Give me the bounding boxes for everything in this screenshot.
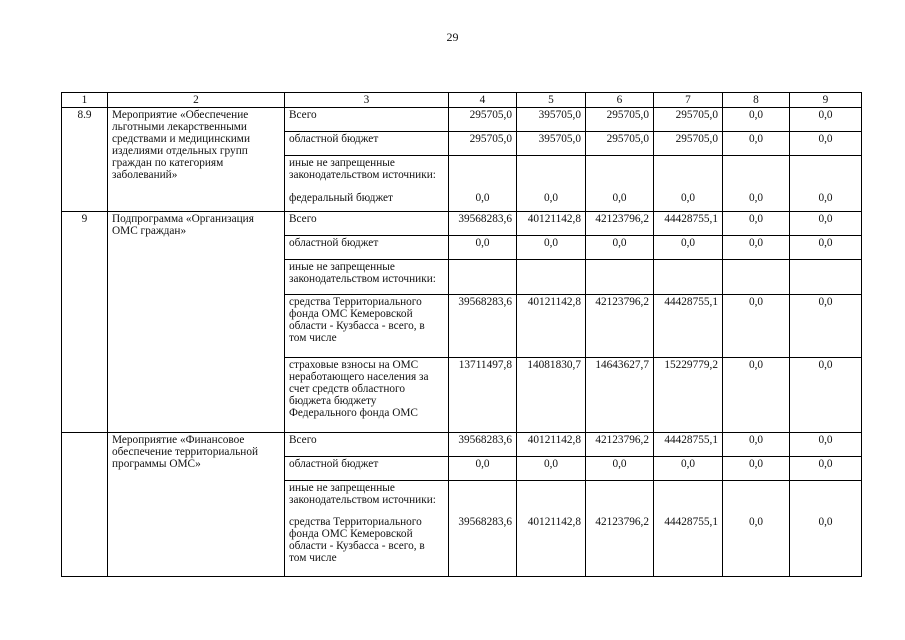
value-cell: 0,0 — [790, 295, 862, 358]
value-cell: 0,0 — [586, 191, 654, 212]
header-cell: 7 — [654, 93, 723, 108]
value-cell: 295705,0 — [449, 132, 517, 156]
value-cell: 295705,0 — [586, 132, 654, 156]
value-cell: 0,0 — [723, 515, 790, 577]
header-cell: 3 — [285, 93, 449, 108]
value-cell: 0,0 — [517, 236, 586, 260]
value-cell: 40121142,8 — [517, 295, 586, 358]
header-cell: 6 — [586, 93, 654, 108]
value-cell: 0,0 — [723, 433, 790, 457]
subprogram-name: Подпрограмма «Организация ОМС граждан» — [108, 212, 285, 433]
value-cell: 0,0 — [449, 236, 517, 260]
header-cell: 8 — [723, 93, 790, 108]
table-row — [62, 108, 862, 132]
value-cell: 0,0 — [586, 457, 654, 481]
value-cell: 44428755,1 — [654, 515, 723, 577]
value-cell: 39568283,6 — [449, 295, 517, 358]
value-cell: 39568283,6 — [449, 515, 517, 577]
funding-source: средства Территориального фонда ОМС Кемеровской области - Кузбасса - всего, в том числе — [285, 295, 449, 358]
value-cell: 0,0 — [790, 108, 862, 132]
value-cell: 0,0 — [654, 236, 723, 260]
value-cell: 295705,0 — [586, 108, 654, 132]
funding-source: иные не запрещенные законодательством источники: — [285, 156, 449, 191]
header-cell: 5 — [517, 93, 586, 108]
value-cell: 295705,0 — [654, 132, 723, 156]
value-cell: 0,0 — [449, 191, 517, 212]
funding-source: иные не запрещенные законодательством источники: — [285, 481, 449, 515]
value-cell: 0,0 — [654, 191, 723, 212]
funding-source: страховые взносы на ОМС неработающего населения за счет средств областного бюджета бюджету Федерального фонда ОМС — [285, 358, 449, 433]
value-cell: 15229779,2 — [654, 358, 723, 433]
header-cell: 4 — [449, 93, 517, 108]
value-cell: 42123796,2 — [586, 295, 654, 358]
funding-source: Всего — [285, 433, 449, 457]
value-cell: 42123796,2 — [586, 212, 654, 236]
funding-source: средства Территориального фонда ОМС Кемеровской области - Кузбасса - всего, в том числе — [285, 515, 449, 577]
measure-name: Мероприятие «Обеспечение льготными лекарственными средствами и медицинскими изделиями отдельных групп граждан по категориям заболеваний» — [108, 108, 285, 212]
value-cell: 39568283,6 — [449, 212, 517, 236]
row-number: 9 — [62, 212, 108, 433]
value-cell: 42123796,2 — [586, 515, 654, 577]
value-cell: 0,0 — [790, 191, 862, 212]
table-row — [62, 433, 862, 457]
page-number: 29 — [446, 30, 459, 44]
value-cell: 0,0 — [517, 457, 586, 481]
value-cell: 39568283,6 — [449, 433, 517, 457]
header-cell: 1 — [62, 93, 108, 108]
value-cell: 0,0 — [723, 132, 790, 156]
value-cell: 40121142,8 — [517, 212, 586, 236]
header-cell: 2 — [108, 93, 285, 108]
value-cell: 0,0 — [790, 212, 862, 236]
header-row — [62, 93, 862, 108]
value-cell: 40121142,8 — [517, 433, 586, 457]
value-cell: 42123796,2 — [586, 433, 654, 457]
budget-table — [61, 92, 862, 577]
value-cell: 0,0 — [723, 295, 790, 358]
value-cell: 0,0 — [723, 236, 790, 260]
value-cell: 0,0 — [723, 358, 790, 433]
funding-source: иные не запрещенные законодательством источники: — [285, 260, 449, 295]
value-cell: 44428755,1 — [654, 295, 723, 358]
value-cell: 0,0 — [790, 515, 862, 577]
value-cell: 0,0 — [449, 457, 517, 481]
funding-source: Всего — [285, 212, 449, 236]
funding-source: федеральный бюджет — [285, 191, 449, 212]
value-cell: 0,0 — [723, 191, 790, 212]
value-cell: 0,0 — [790, 132, 862, 156]
value-cell: 295705,0 — [654, 108, 723, 132]
value-cell: 0,0 — [723, 108, 790, 132]
value-cell: 13711497,8 — [449, 358, 517, 433]
value-cell: 44428755,1 — [654, 212, 723, 236]
value-cell: 14643627,7 — [586, 358, 654, 433]
value-cell: 395705,0 — [517, 108, 586, 132]
funding-source: областной бюджет — [285, 236, 449, 260]
value-cell: 40121142,8 — [517, 515, 586, 577]
value-cell: 295705,0 — [449, 108, 517, 132]
value-cell: 0,0 — [723, 457, 790, 481]
value-cell: 0,0 — [654, 457, 723, 481]
funding-source: областной бюджет — [285, 132, 449, 156]
value-cell: 0,0 — [790, 358, 862, 433]
value-cell: 0,0 — [790, 236, 862, 260]
header-cell: 9 — [790, 93, 862, 108]
value-cell: 0,0 — [790, 433, 862, 457]
funding-source: областной бюджет — [285, 457, 449, 481]
value-cell: 395705,0 — [517, 132, 586, 156]
table-row — [62, 212, 862, 236]
value-cell: 0,0 — [517, 191, 586, 212]
value-cell: 44428755,1 — [654, 433, 723, 457]
value-cell: 0,0 — [790, 457, 862, 481]
value-cell: 14081830,7 — [517, 358, 586, 433]
value-cell: 0,0 — [586, 236, 654, 260]
value-cell: 0,0 — [723, 212, 790, 236]
row-number — [62, 433, 108, 577]
funding-source: Всего — [285, 108, 449, 132]
measure-name: Мероприятие «Финансовое обеспечение территориальной программы ОМС» — [108, 433, 285, 577]
row-number: 8.9 — [62, 108, 108, 212]
